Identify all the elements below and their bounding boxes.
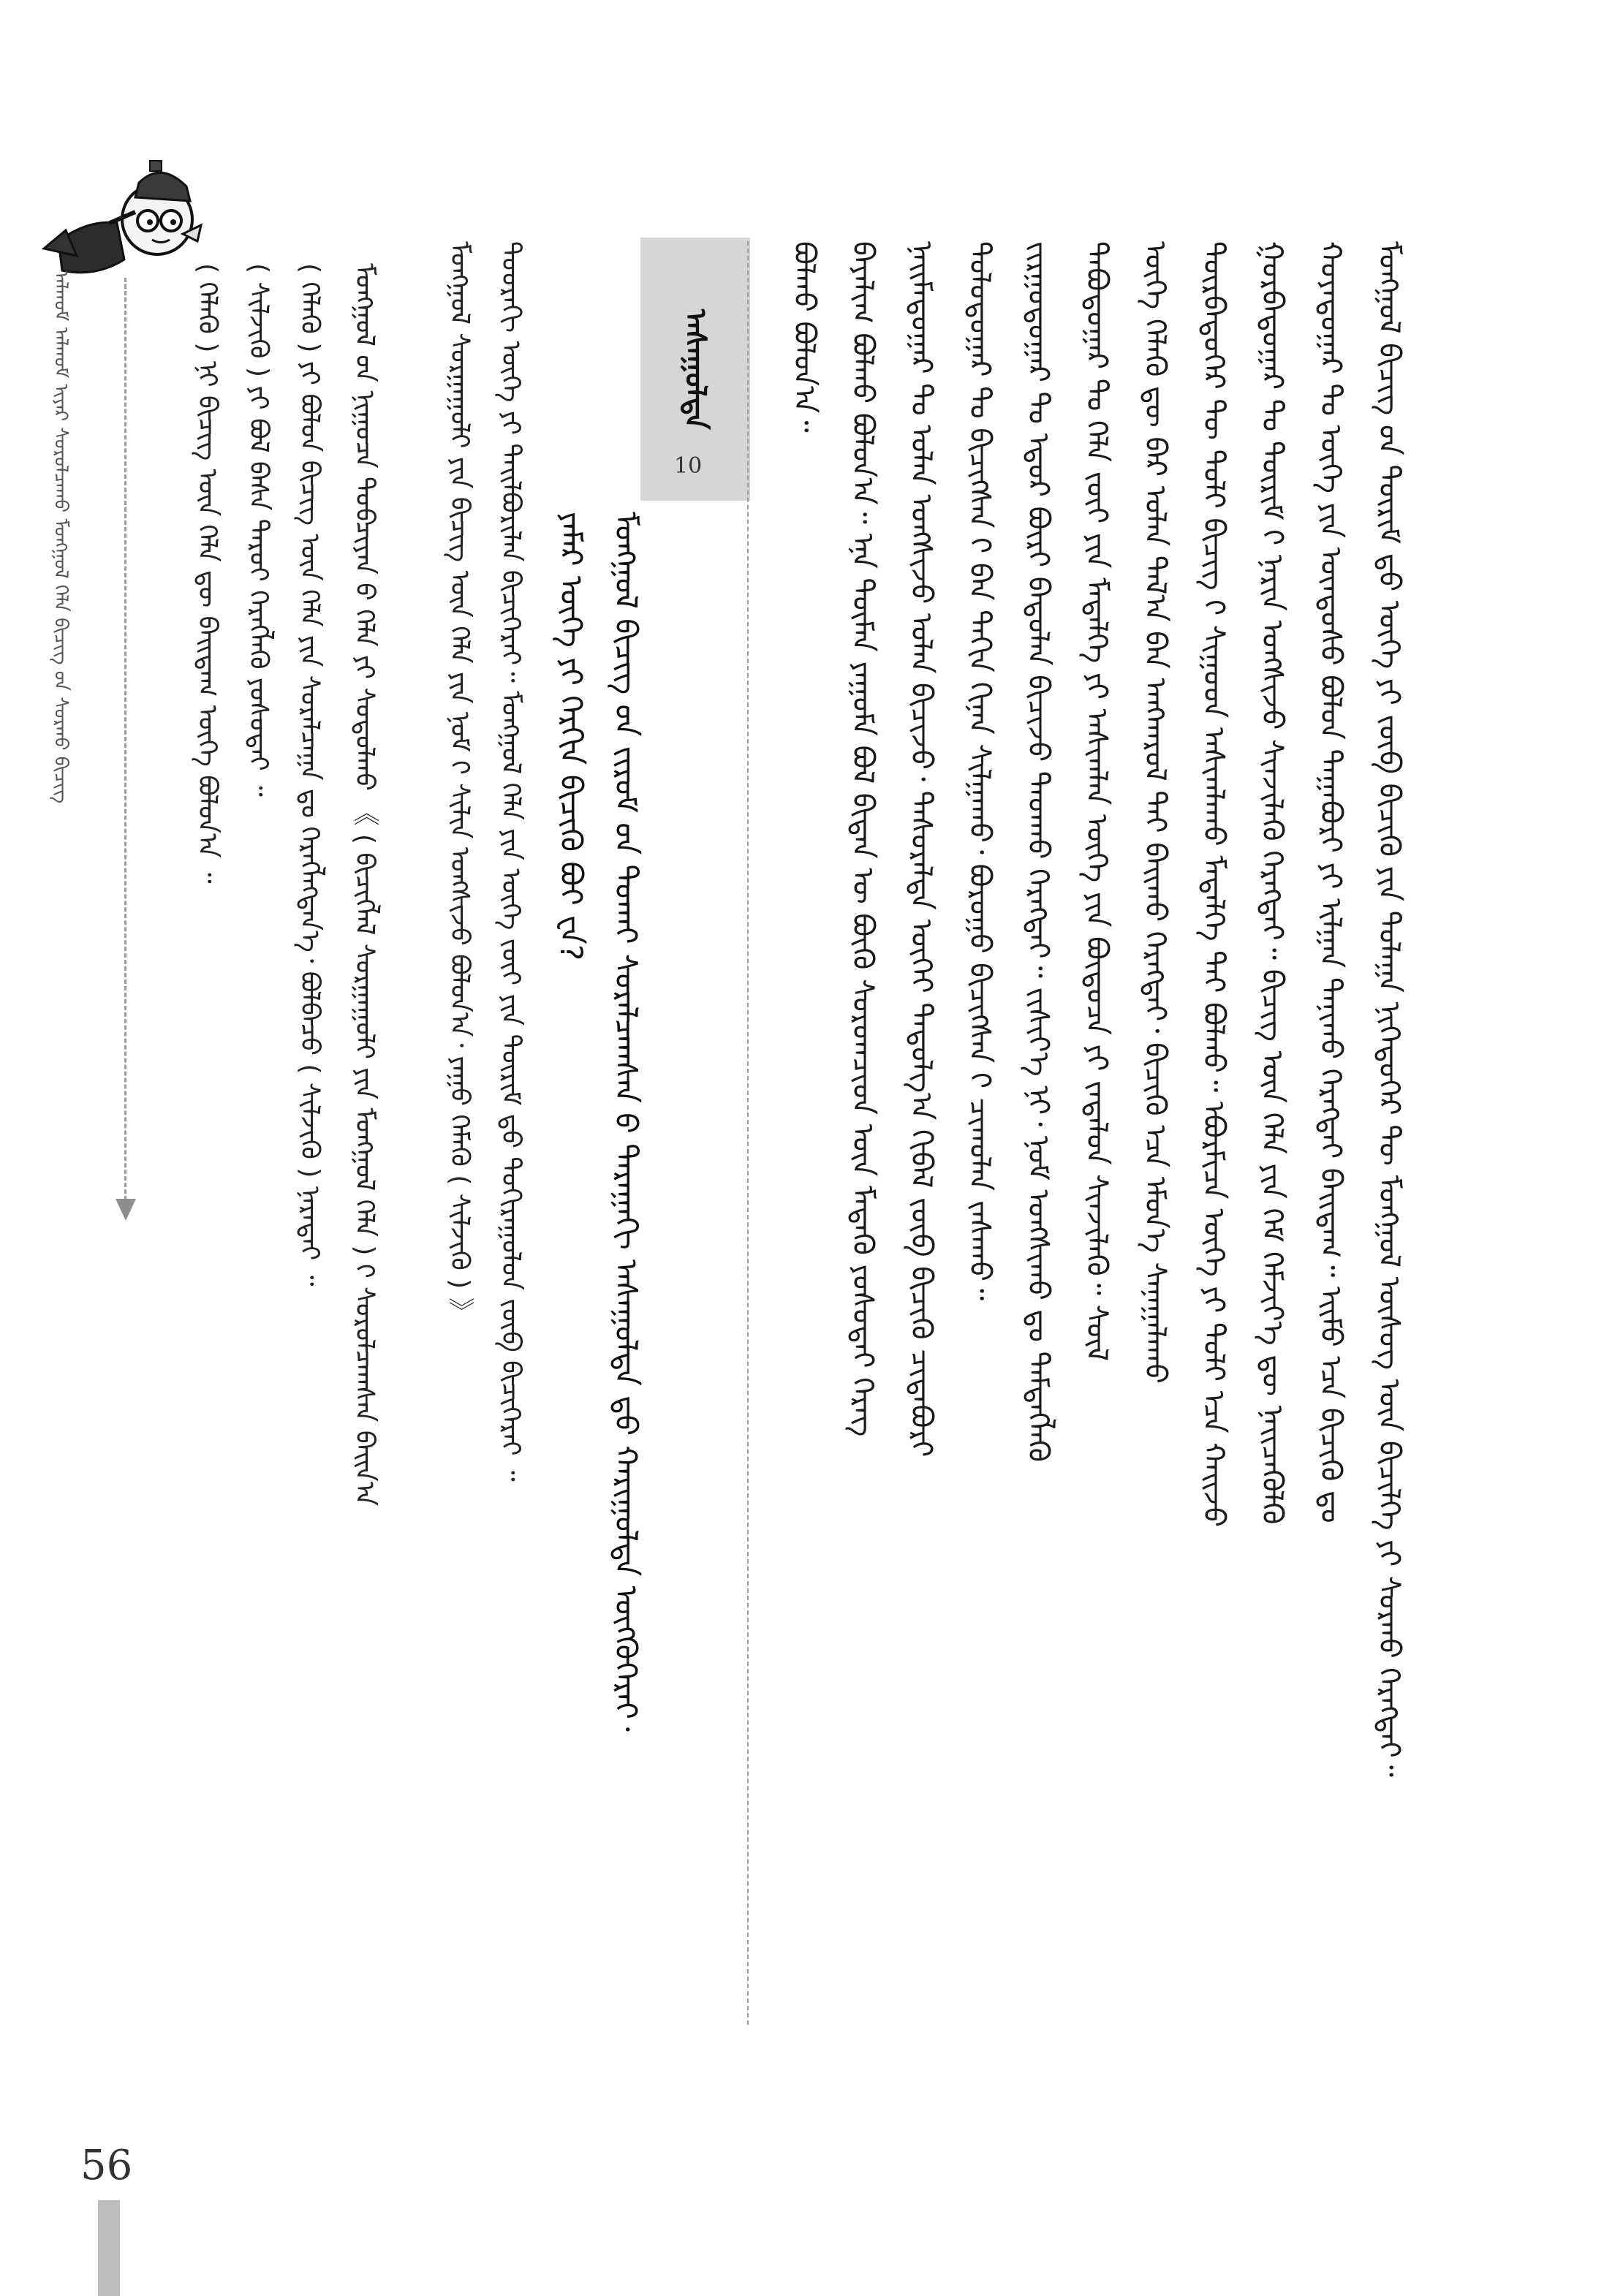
margin-dashed-line (124, 278, 126, 1213)
body-column-11: ᠪᠣᠯᠬᠤ ᠪᠣᠯᠤᠨ᠎ᠠ᠃ (787, 241, 821, 433)
body-column-2: ᠬᠣᠶᠠᠳᠤᠭᠠᠷ ᠲᠤ ᠦᠭᠡ ᠶᠢᠨ ᠦᠨᠳᠦᠰᠦ ᠪᠣᠯᠤᠨ ᠳᠠᠭᠠᠪᠤᠷᠢ ᠶᠢ ᠢᠯᠭᠠᠨ ᠲᠠᠨᠢᠬᠤ ᠬᠡᠷᠡᠭᠲᠡᠢ ᠪᠠᠢᠳᠠᠭ᠃ ᠡᠢᠮᠤ ᠡᠴᠡ ᠪᠢᠴᠢᠬᠦ ᠳᠤ (1314, 241, 1347, 1523)
exercise-line-2: ᠮᠣᠩᠭᠣᠯ ᠰᠤᠷᠭᠠᠭᠤᠯᠢ ᠶᠢᠨ ᠪᠢᠴᠢᠭ ᠦᠨ ᠬᠡᠯᠡ ᠶᠢᠨ ᠨᠣᠮ ᠢ᠋ ᠰᠢᠯᠢᠨ ᠤᠩᠰᠢᠵᠤ ᠪᠣᠯᠤᠨ᠎ᠠ᠂ ᠶᠠᠭᠤ ᠬᠡᠮᠡᠬᠦ ( ᠰᠢᠯᠵᠢᠬᠦ ) 》 (444, 241, 474, 1324)
mascot-boy-icon (37, 132, 205, 285)
question-line-1: ᠮᠣᠩᠭᠣᠯ ᠪᠢᠴᠢᠭ ᠤ᠋ᠨ ᠵᠢᠷᠤᠮ ᠤ᠋ᠨ ᠲᠤᠬᠠᠢ ᠰᠤᠷᠠᠯᠴᠠᠭᠰᠠᠨ ᠤ᠋ ᠳᠠᠷᠠᠭᠠᠬᠢ ᠠᠰᠠᠭᠤᠯᠲᠠ ᠳ᠋ᠤ᠌ ᠬᠠᠷᠢᠭᠤᠯᠲᠠ ᠥᠭᠭᠦᠭᠡᠷᠡᠢ᠂ (608, 512, 644, 1732)
exercise-line-6: ( ᠬᠡᠯᠡᠬᠦ ) ᠨᠢ ᠪᠢᠴᠢᠭ ᠦᠨ ᠬᠡᠯᠡ ᠳᠦ ᠪᠠᠢᠳᠠᠭ ᠦᠭᠡ ᠪᠣᠯᠤᠨ᠎ᠠ ᠃ (192, 263, 222, 884)
body-column-8: ᠳᠣᠯᠣᠳᠤᠭᠠᠷ ᠲᠤ ᠪᠢᠴᠢᠭᠰᠡᠨ ᠢ᠋ ᠪᠠᠨ ᠳᠠᠬᠢᠨ ᠬᠢᠨᠠᠨ ᠰᠢᠯᠭᠠᠬᠤ᠂ ᠪᠤᠷᠤᠭᠤ ᠪᠢᠴᠢᠭᠰᠡᠨ ᠢ᠋ ᠴᠢᠬᠤᠯᠠᠨ ᠵᠠᠰᠠᠬᠤ᠃ (963, 241, 996, 1301)
topic-number: 10 (674, 453, 703, 479)
body-column-4: ᠳᠥᠷᠪᠡᠳᠦᠭᠡᠷ ᠲᠦ ᠲᠣᠯᠢ ᠪᠢᠴᠢᠭ ᠢ᠋ ᠰᠢᠭᠤᠳ ᠠᠰᠢᠭᠯᠠᠬᠤ ᠮᠡᠳᠡᠯᠭᠡ ᠲᠡᠢ ᠪᠣᠯᠬᠤ᠃ ᠡᠪᠦᠷᠮᠢᠴᠡ ᠦᠭᠡ ᠶᠢ ᠲᠣᠯᠢ ᠡᠴᠡ ᠬᠠᠢᠵᠤ (1197, 241, 1230, 1528)
page-edge-tab (98, 2200, 120, 2296)
topic-label: ᠠᠰᠠᠭᠤᠯᠲᠠ (678, 308, 712, 430)
page-number: 56 (80, 2142, 133, 2189)
exercise-line-1: ᠳᠣᠣᠷᠠᠬᠢ ᠦᠭᠡ ᠶᠢ ᠲᠠᠢᠯᠪᠤᠷᠢᠯᠠᠨ ᠪᠢᠴᠢᠭᠡᠷᠡᠢ᠃ ᠮᠣᠩᠭᠣᠯ ᠬᠡᠯᠡ ᠶᠢᠨ ᠦᠭᠡ ᠵᠦᠢ ᠶᠢᠨ ᠳᠦᠷᠢᠮ ᠳ᠋ᠤ᠌ ᠲᠣᠬᠢᠷᠠᠭᠤᠯᠤᠨ ᠵᠦᠪ ᠪᠢᠴᠢᠭᠡᠷᠡᠢ ᠃ (496, 241, 526, 1482)
body-column-10: ᠪᠠᠶᠠᠯᠢᠭ ᠪᠣᠯᠬᠤ ᠪᠣᠯᠤᠨ᠎ᠠ᠃ ᠡᠨᠡ ᠲᠦᠮᠡᠨ ᠶᠠᠭᠤᠮᠠ ᠪᠣᠯ ᠪᠢᠳᠡᠨ ᠦ ᠪᠦᠬᠦ ᠰᠤᠷᠤᠭᠴᠢᠳ ᠦᠨ ᠮᠡᠳᠡᠬᠦ ᠶᠣᠰᠣᠲᠠᠢ ᠬᠡᠷᠡᠭ (846, 241, 879, 1437)
body-column-9: ᠨᠠᠢᠮᠠᠳᠤᠭᠠᠷ ᠲᠤ ᠣᠯᠠᠨ ᠤᠩᠰᠢᠵᠤ ᠣᠯᠠᠨ ᠪᠢᠴᠢᠵᠦ᠂ ᠲᠠᠰᠤᠷᠠᠯᠲᠠ ᠦᠭᠡᠢ ᠳᠠᠳᠤᠯᠭ᠎ᠠ ᠬᠢᠪᠡᠯ ᠵᠦᠪ ᠪᠢᠴᠢᠬᠦ ᠴᠢᠳᠠᠪᠤᠷᠢ (904, 241, 938, 1458)
body-column-5: ᠦᠭᠡ ᠬᠡᠯᠡᠬᠦ ᠳᠦ ᠪᠠᠷ ᠣᠯᠠᠨ ᠲᠠᠯ᠎ᠠ ᠪᠠᠨ ᠠᠩᠬᠠᠷᠤᠯ ᠲᠠᠢ ᠪᠠᠢᠬᠤ ᠬᠡᠷᠡᠭᠲᠡᠢ᠂ ᠪᠢᠴᠢᠬᠦ ᠡᠴᠡ ᠡᠮᠦᠨ᠎ᠡ ᠰᠠᠨᠠᠭᠠᠯᠠᠬᠤ (1138, 241, 1172, 1384)
exercise-line-5: ( ᠰᠢᠯᠵᠢᠬᠦ ) ᠶᠢ ᠪᠣᠯ ᠪᠠᠰᠠ ᠳᠠᠷᠤᠢ ᠬᠡᠷᠡᠭᠯᠡᠬᠦ ᠶᠣᠰᠣᠲᠠᠢ ᠃ (243, 263, 273, 797)
body-column-1: ᠮᠣᠩᠭᠣᠯ ᠪᠢᠴᠢᠭ ᠤ᠋ᠨ ᠳᠦᠷᠢᠮ ᠳ᠋ᠤ᠌ ᠦᠭᠡ ᠶᠢ ᠵᠦᠪ ᠪᠢᠴᠢᠬᠦ ᠶᠢᠨ ᠲᠤᠯᠠᠭᠠ ᠨᠢᠭᠡᠳᠦᠭᠡᠷ ᠲᠦ ᠮᠣᠩᠭᠣᠯ ᠦᠰᠦᠭ ᠦᠨ ᠪᠢᠴᠢᠯᠭᠡ ᠶᠢ ᠰᠤᠷᠬᠤ ᠬᠡᠷᠡᠭᠲᠡᠢ᠃ (1372, 241, 1406, 1778)
body-column-3: ᠭᠤᠷᠪᠠᠳᠤᠭᠠᠷ ᠲᠤ ᠳᠦᠷᠢᠮ ᠢ᠋ ᠨᠠᠷᠢᠨ ᠤᠩᠰᠢᠵᠤ ᠰᠢᠨᠵᠢᠯᠡᠬᠦ ᠬᠡᠷᠡᠭᠲᠡᠢ᠃ ᠪᠢᠴᠢᠭ ᠦᠨ ᠬᠡᠯᠡ ᠶᠢᠨ ᠬᠡᠮ ᠬᠡᠮᠵᠢᠶ᠎ᠡ ᠳᠦ ᠨᠡᠢᠴᠡᠭᠦᠯᠬᠦ (1255, 241, 1289, 1525)
body-column-6: ᠲᠠᠪᠤᠳᠤᠭᠠᠷ ᠲᠤ ᠬᠡᠯᠡ ᠵᠦᠢ ᠶᠢᠨ ᠮᠡᠳᠡᠯᠭᠡ ᠶᠢ ᠠᠰᠢᠭᠯᠠᠨ ᠦᠭᠡ ᠶᠢᠨ ᠪᠦᠲᠦᠴᠡ ᠶᠢ ᠵᠠᠳᠠᠯᠤᠨ ᠱᠢᠨᠵᠢᠯᠡᠬᠦ᠃ ᠰᠦᠯ (1080, 241, 1113, 1362)
section-separator (747, 241, 749, 2025)
body-column-7: ᠵᠢᠷᠭᠤᠳᠤᠭᠠᠷ ᠲᠤ ᠡᠳᠦᠷ ᠪᠦᠷᠢ ᠪᠠᠳᠤᠯᠠᠨ ᠪᠢᠴᠢᠵᠦ ᠳᠠᠳᠬᠤ ᠬᠡᠷᠡᠭᠲᠡᠢ᠃ ᠵᠢᠱᠢᠶ᠎ᠡ ᠨᠢ᠂ ᠨᠣᠮ ᠤᠩᠰᠢᠬᠤ ᠳᠤ ᠲᠡᠮᠳᠡᠭᠯᠡᠬᠦ (1021, 241, 1055, 1463)
exercise-line-4: ( ᠬᠡᠯᠡᠬᠦ ) ᠶᠢ ᠪᠣᠯᠤᠨ ᠪᠢᠴᠢᠭ ᠦᠨ ᠬᠡᠯᠡ ᠶᠢᠨ ᠰᠤᠷᠠᠯᠴᠠᠭᠠ ᠳᠤ ᠬᠡᠷᠡᠭᠯᠡᠭᠳᠡᠨ᠎ᠡ᠂ ᠪᠣᠯᠪᠠᠴᠤ ( ᠰᠢᠯᠵᠢᠬᠦ ) ᠨᠡᠷᠡᠲᠡᠢ ᠃ (295, 263, 325, 1287)
exercise-line-3: ᠮᠣᠩᠭᠣᠯ ᠤ᠋ᠨ ᠨᠢᠭᠤᠴᠠ ᠲᠣᠪᠴᠢᠶᠠᠨ ᠤ᠋ ᠬᠡᠯᠡ ᠶᠢ ᠰᠤᠳᠤᠯᠬᠤ 《 ( ᠪᠢᠴᠢᠭᠯᠡᠯ ᠰᠤᠷᠭᠠᠭᠤᠯᠢ ᠶᠢᠨ ᠮᠣᠩᠭᠣᠯ ᠬᠡᠯᠡ ) ᠢ᠋ ᠰᠤᠷᠤᠯᠴᠠᠭᠰᠠᠨ ᠪᠠᠢᠨ᠎ᠠ (349, 263, 379, 1507)
running-header-title: ᠠᠯᠬᠤᠮ ᠠᠯᠬᠤᠮ ᠢᠶᠠᠷ ᠰᠤᠷᠤᠯᠴᠠᠬᠤ ᠮᠣᠩᠭᠣᠯ ᠬᠡᠯᠡ ᠪᠢᠴᠢᠭ ᠤ᠋ᠨ ᠰᠤᠷᠬᠤ ᠪᠢᠴᠢᠭ (50, 270, 72, 804)
question-line-2: ᠶᠠᠮᠠᠷ ᠦᠭᠡ ᠶᠢ ᠬᠡᠷᠬᠢᠨ ᠪᠢᠴᠢᠬᠦ ᠪᠤᠢ ᠸᠡ? (553, 512, 589, 961)
arrow-down-icon (116, 1199, 136, 1221)
